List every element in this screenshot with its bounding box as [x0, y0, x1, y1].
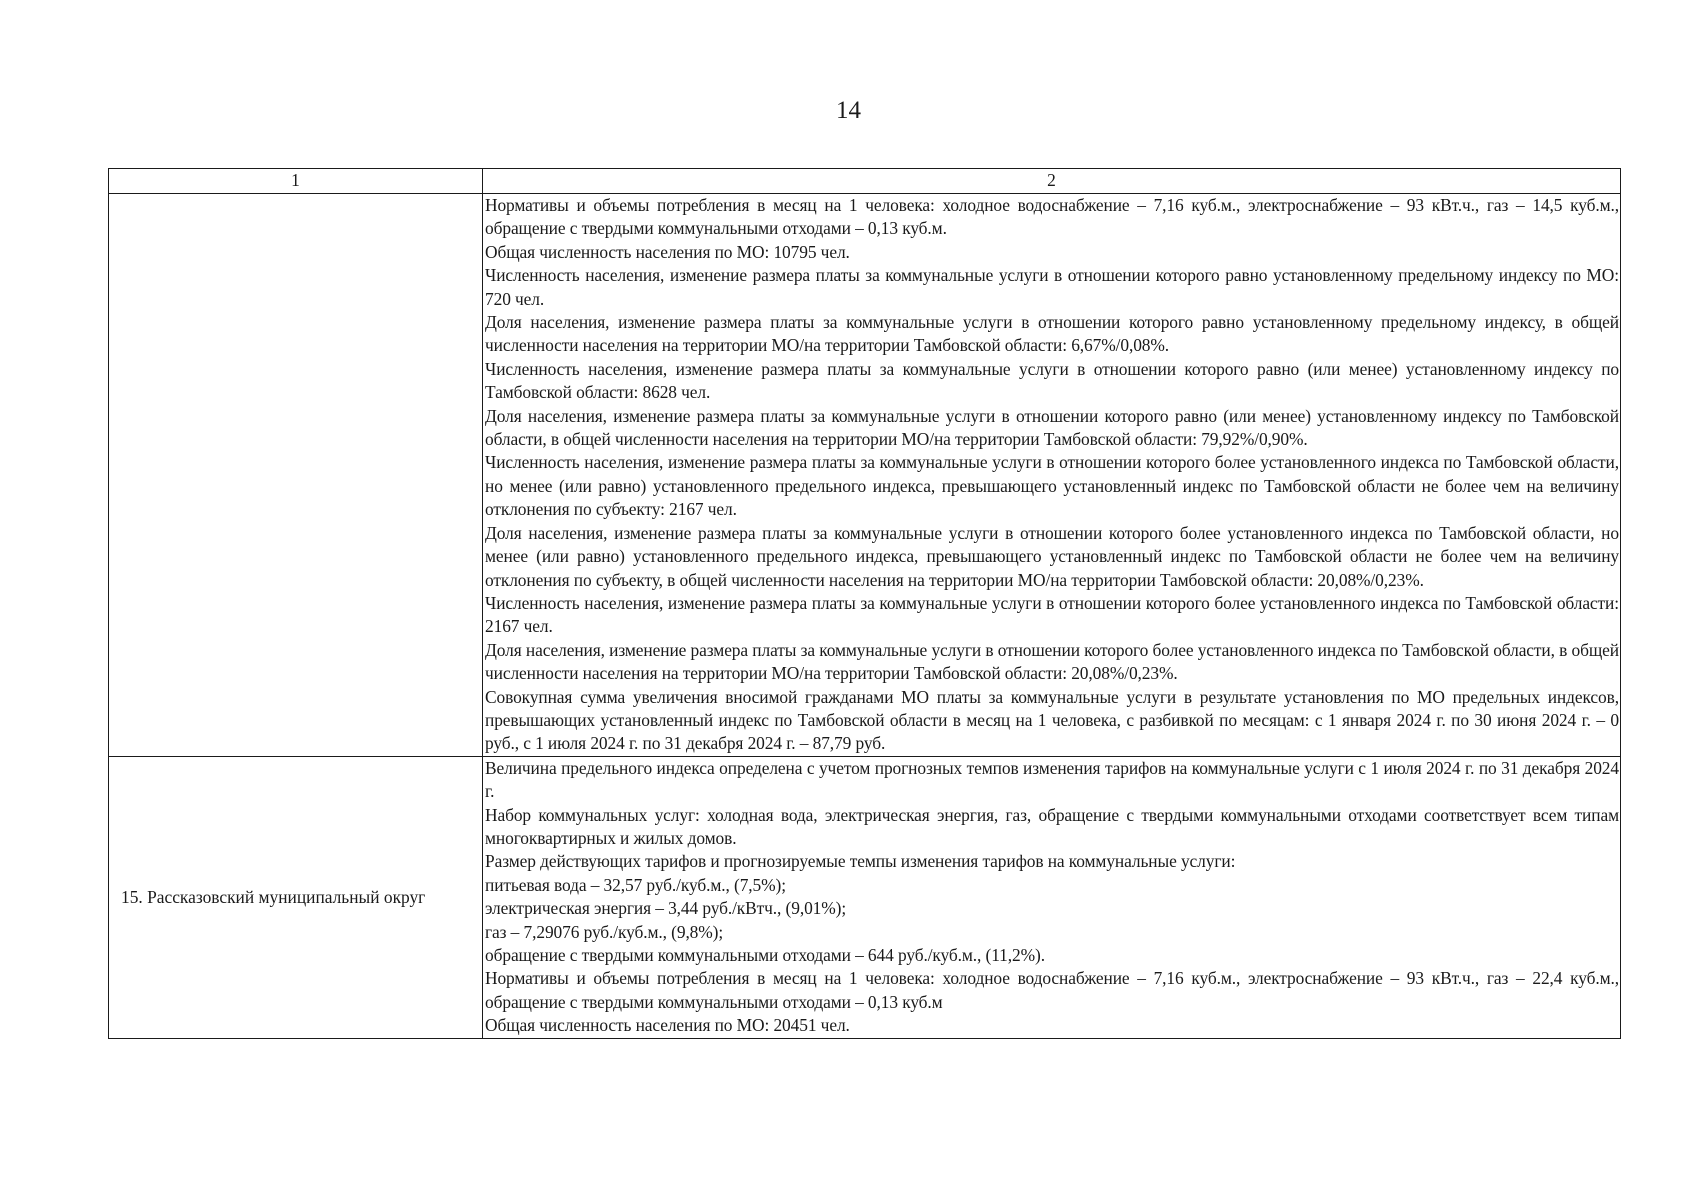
paragraph: Численность населения, изменение размера платы за коммунальные услуги в отношении которого более установленного индекса по Тамбовской области, но менее (или равно) установленного предельного индекса, превышающего установленный индекс по Тамбовской области не более чем на величину отклонения по субъекту: 2167 чел. — [485, 452, 1619, 520]
paragraph: газ – 7,29076 руб./куб.м., (9,8%); — [485, 921, 724, 942]
column-header-2: 2 — [483, 169, 1621, 194]
page-number: 14 — [836, 97, 861, 124]
paragraph: Общая численность населения по МО: 20451 чел. — [485, 1015, 850, 1036]
paragraph: питьевая вода – 32,57 руб./куб.м., (7,5%); — [485, 874, 786, 895]
tariff-table — [108, 168, 1621, 1039]
paragraph: Численность населения, изменение размера платы за коммунальные услуги в отношении которого более установленного индекса по Тамбовской области: 2167 чел. — [485, 592, 1619, 637]
paragraph: Численность населения, изменение размера платы за коммунальные услуги в отношении которого равно (или менее) установленному индексу по Тамбовской области: 8628 чел. — [485, 358, 1619, 403]
paragraph: Доля населения, изменение размера платы за коммунальные услуги в отношении которого более установленного индекса по Тамбовской области, но менее (или равно) установленного предельного индекса, превышающего установленный индекс по Тамбовской области не более чем на величину отклонения по субъекту, в общей численности населения на территории МО/на территории Тамбовской области: 20,08%/0,23%. — [485, 522, 1619, 590]
municipality-cell: 15. Рассказовский муниципальный округ — [109, 756, 483, 1038]
table-row — [109, 194, 1621, 757]
paragraph: Доля населения, изменение размера платы за коммунальные услуги в отношении которого равно (или менее) установленному индексу по Тамбовской области, в общей численности населения на территории МО/на территории Тамбовской области: 79,92%/0,90%. — [485, 405, 1619, 450]
paragraph: электрическая энергия – 3,44 руб./кВтч., (9,01%); — [485, 898, 847, 919]
paragraph: Доля населения, изменение размера платы за коммунальные услуги в отношении которого равно установленному предельному индексу, в общей численности населения на территории МО/на территории Тамбовской области: 6,67%/0,08%. — [485, 312, 1619, 356]
paragraph: Общая численность населения по МО: 10795 чел. — [485, 241, 850, 262]
table-row — [109, 756, 1621, 1038]
details-cell — [483, 756, 1621, 1038]
paragraph: Набор коммунальных услуг: холодная вода, электрическая энергия, газ, обращение с твердыми коммунальными отходами соответствует всем типам многоквартирных и жилых домов. — [485, 804, 1619, 848]
column-header-1: 1 — [109, 169, 483, 194]
table-header-row — [109, 169, 1621, 194]
paragraph: Величина предельного индекса определена с учетом прогнозных темпов изменения тарифов на коммунальные услуги с 1 июля 2024 г. по 31 декабря 2024 г. — [485, 757, 1619, 802]
paragraph: Совокупная сумма увеличения вносимой гражданами МО платы за коммунальные услуги в результате установления по МО предельных индексов, превышающих установленный индекс по Тамбовской области в месяц на 1 человека, с разбивкой по месяцам: с 1 января 2024 г. по 30 июня 2024 г. – 0 руб., с 1 июля 2024 г. по 31 декабря 2024 г. – 87,79 руб. — [485, 686, 1619, 754]
paragraph: Численность населения, изменение размера платы за коммунальные услуги в отношении которого равно установленному предельному индексу по МО: 720 чел. — [485, 265, 1619, 309]
paragraph: обращение с твердыми коммунальными отходами – 644 руб./куб.м., (11,2%). — [485, 945, 1045, 965]
paragraph: Нормативы и объемы потребления в месяц на 1 человека: холодное водоснабжение – 7,16 куб.м., электроснабжение – 93 кВт.ч., газ – 22,4 куб.м., обращение с твердыми коммунальными отходами – 0,13 куб.м — [485, 968, 1619, 1012]
paragraph: Нормативы и объемы потребления в месяц на 1 человека: холодное водоснабжение – 7,16 куб.м., электроснабжение – 93 кВт.ч., газ – 14,5 куб.м., обращение с твердыми коммунальными отходами – 0,13 куб.м. — [485, 195, 1619, 239]
paragraph: Доля населения, изменение размера платы за коммунальные услуги в отношении которого более установленного индекса по Тамбовской области, в общей численности населения на территории МО/на территории Тамбовской области: 20,08%/0,23%. — [485, 639, 1619, 684]
paragraph: Размер действующих тарифов и прогнозируемые темпы изменения тарифов на коммунальные услуги: — [485, 851, 1236, 872]
details-cell — [483, 194, 1621, 757]
municipality-cell — [109, 194, 483, 757]
